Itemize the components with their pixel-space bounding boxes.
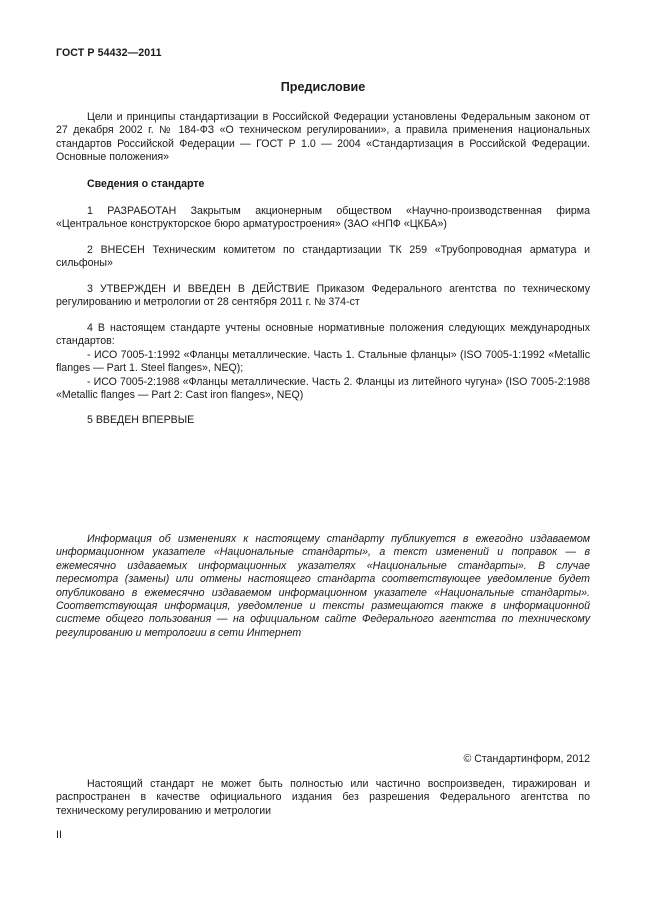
item-4-list-a: - ИСО 7005-1:1992 «Фланцы металлические. Часть 1. Стальные фланцы» (ISO 7005-1:1992 «Metallic flanges — Part 1. Steel flanges», NEQ); xyxy=(56,348,590,375)
item-1-paragraph: 1 РАЗРАБОТАН Закрытым акционерным обществом «Научно-производственная фирма «Центральное конструкторское бюро арматуростроения» (ЗАО «НПФ «ЦКБА») xyxy=(56,205,590,231)
item-5-paragraph: 5 ВВЕДЕН ВПЕРВЫЕ xyxy=(87,414,195,426)
item-4-list-b: - ИСО 7005-2:1988 «Фланцы металлические. Часть 2. Фланцы из литейного чугуна» (ISO 7005-2:1988 «Metallic flanges — Part 2: Cast iron flanges», NEQ) xyxy=(56,375,590,402)
info-heading-section xyxy=(56,178,590,191)
notice-section xyxy=(56,533,590,640)
intro-paragraph: Цели и принципы стандартизации в Российской Федерации установлены Федеральным законом от 27 декабря 2002 г. № 184-ФЗ «О техническом регулировании», а правила применения национальных стандартов Российской Федерации — ГОСТ Р 1.0 — 2004 «Стандартизация в Российской Федерации. Основные положения» xyxy=(56,111,590,164)
copyright-line: © Стандартинформ, 2012 xyxy=(463,753,590,765)
notice-paragraph: Информация об изменениях к настоящему стандарту публикуется в ежегодно издаваемом информационном указателе «Национальные стандарты», а текст изменений и поправок — в ежемесячно издаваемых информационных указателях «Национальные стандарты». В случае пересмотра (замены) или отмены настоящего стандарта соответствующее уведомление будет опубликовано в ежемесячно издаваемом информационном указателе «Национальные стандарты». Соответствующая информация, уведомление и тексты размещаются также в информационной системе общего пользования — на официальном сайте Федерального агентства по техническому регулированию и метрологии в сети Интернет xyxy=(56,533,590,639)
page-title: Предисловие xyxy=(280,80,366,94)
item-1-section xyxy=(56,205,590,232)
intro-section xyxy=(56,111,590,165)
item-2-section xyxy=(56,244,590,271)
item-3-section xyxy=(56,283,590,310)
page-number: II xyxy=(56,829,62,841)
info-heading: Сведения о стандарте xyxy=(87,178,205,190)
item-2-paragraph: 2 ВНЕСЕН Техническим комитетом по стандартизации ТК 259 «Трубопроводная арматура и сильфоны» xyxy=(56,244,590,270)
item-3-paragraph: 3 УТВЕРЖДЕН И ВВЕДЕН В ДЕЙСТВИЕ Приказом Федерального агентства по техническому регулированию и метрологии от 28 сентября 2011 г. № 374-ст xyxy=(56,283,590,309)
reproduction-section xyxy=(56,778,590,818)
item-4-paragraph: 4 В настоящем стандарте учтены основные нормативные положения следующих международных стандартов: xyxy=(56,322,590,348)
document-code: ГОСТ Р 54432—2011 xyxy=(56,47,162,59)
item-5-section xyxy=(56,414,590,427)
reproduction-paragraph: Настоящий стандарт не может быть полностью или частично воспроизведен, тиражирован и распространен в качестве официального издания без разрешения Федерального агентства по техническому регулированию и метрологии xyxy=(56,778,590,817)
item-4-section xyxy=(56,322,590,402)
